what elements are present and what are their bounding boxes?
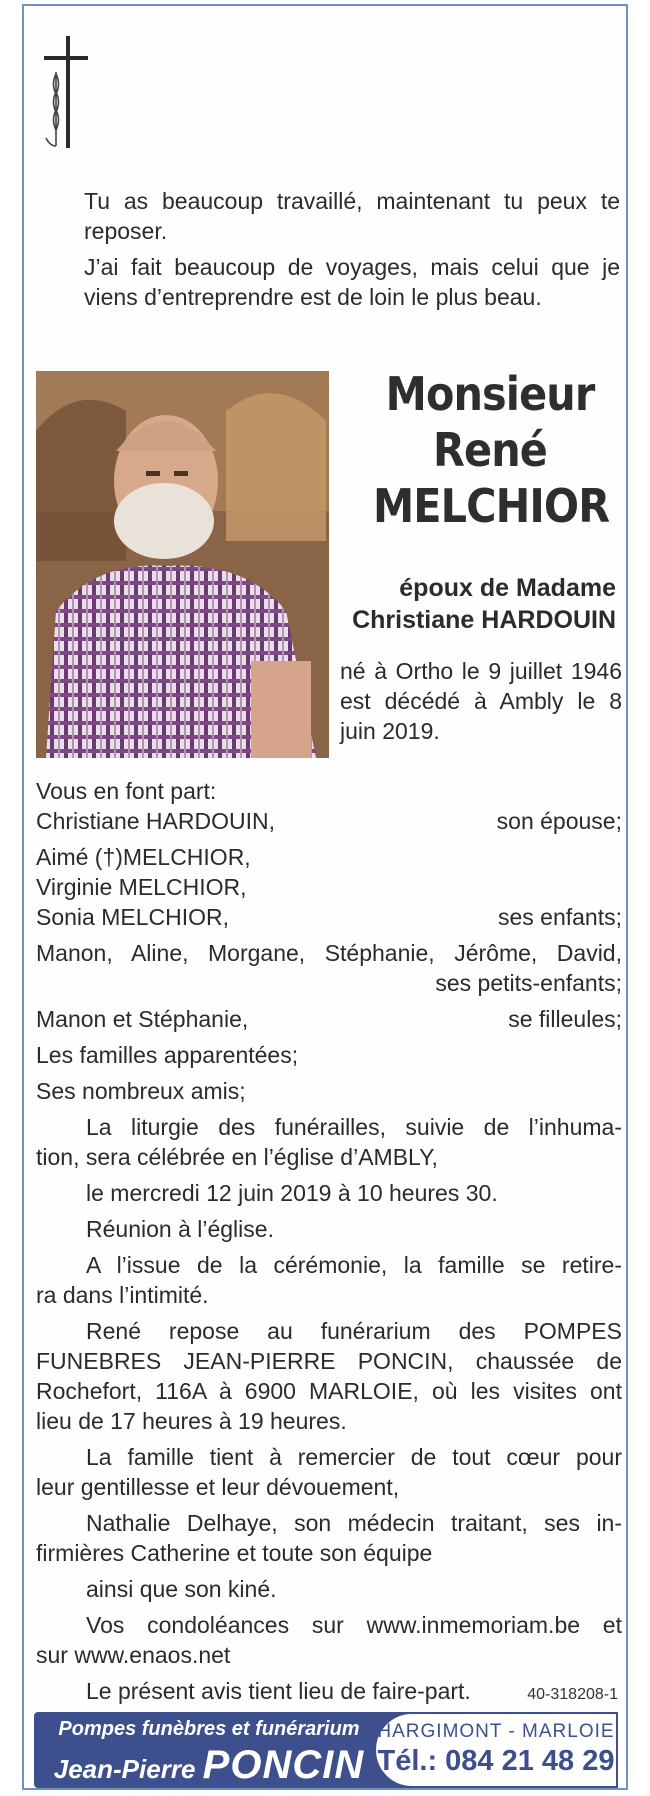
wife-row bbox=[36, 806, 622, 836]
verse-line-2: J’ai fait beaucoup de voyages, mais celui que je viens d’entreprendre est de loin le plus beau. bbox=[84, 254, 620, 310]
portrait-illustration bbox=[36, 371, 329, 758]
liturgy-line-1: La liturgie des funérailles, suivie de l’inhuma- bbox=[86, 1114, 622, 1140]
verse-line-1: Tu as beaucoup travaillé, maintenant tu peux te reposer. bbox=[84, 188, 620, 244]
godchildren: Manon et Stéphanie, bbox=[36, 1006, 249, 1032]
after-line-2: ra dans l’intimité. bbox=[36, 1282, 209, 1308]
wife-role: son épouse; bbox=[496, 808, 622, 834]
last-name: MELCHIOR bbox=[373, 479, 610, 533]
honorific: Monsieur bbox=[385, 367, 595, 421]
banner-name bbox=[34, 1743, 384, 1788]
meeting: Réunion à l’église. bbox=[86, 1216, 274, 1242]
thanks-line-1: La famille tient à remercier de tout cœur pour bbox=[86, 1444, 622, 1470]
deceased-name bbox=[360, 366, 620, 534]
condolences-line-1: Vos condoléances sur www.inmemoriam.be et bbox=[86, 1612, 622, 1638]
banner-left bbox=[34, 1712, 384, 1788]
portrait-photo bbox=[36, 371, 329, 758]
wife-name: Christiane HARDOUIN, bbox=[36, 808, 275, 834]
after-line-1: A l’issue de la cérémonie, la famille se retire- bbox=[86, 1252, 622, 1278]
condolences-line-2: sur www.enaos.net bbox=[36, 1642, 231, 1668]
child-2: Virginie MELCHIOR, bbox=[36, 874, 247, 900]
liturgy-line-2: tion, sera célébrée en l’église d’AMBLY, bbox=[36, 1144, 438, 1170]
reference-number: 40-318208-1 bbox=[527, 1686, 618, 1703]
ceremony-date: le mercredi 12 juin 2019 à 10 heures 30. bbox=[86, 1180, 498, 1206]
banner-right bbox=[374, 1712, 618, 1788]
doctor-line-1: Nathalie Delhaye, son médecin traitant, ses in- bbox=[86, 1510, 622, 1536]
children-row bbox=[36, 902, 622, 932]
birth-death-text: né à Ortho le 9 juillet 1946 est décédé à Ambly le 8 juin 2019. bbox=[340, 658, 622, 744]
grandchildren: Manon, Aline, Morgane, Stéphanie, Jérôme, David, bbox=[36, 940, 622, 966]
funeral-home-banner bbox=[34, 1712, 618, 1788]
intro: Vous en font part: bbox=[36, 778, 217, 804]
cross-with-wheat-icon bbox=[40, 34, 90, 150]
thanks-line-2: leur gentillesse et leur dévouement, bbox=[36, 1474, 400, 1500]
relatives: Les familles apparentées; bbox=[36, 1042, 299, 1068]
notice-body bbox=[36, 776, 622, 1706]
kine: ainsi que son kiné. bbox=[86, 1576, 277, 1602]
rest-line-3: Rochefort, 116A à 6900 MARLOIE, où les visites ont bbox=[36, 1378, 622, 1404]
banner-tagline: Pompes funèbres et funérarium bbox=[58, 1718, 360, 1740]
banner-phone: Tél.: 084 21 48 29 bbox=[377, 1745, 615, 1777]
godchildren-row bbox=[36, 1004, 622, 1034]
godchildren-role: se filleules; bbox=[508, 1006, 622, 1032]
banner-name-last: PONCIN bbox=[202, 1743, 365, 1787]
doctor-line-2: firmières Catherine et toute son équipe bbox=[36, 1540, 433, 1566]
children-role: ses enfants; bbox=[497, 904, 622, 930]
banner-location: HARGIMONT - MARLOIE bbox=[377, 1721, 615, 1742]
friends: Ses nombreux amis; bbox=[36, 1078, 246, 1104]
rest-line-2: FUNEBRES JEAN-PIERRE PONCIN, chaussée de bbox=[36, 1348, 622, 1374]
spouse-line-1: époux de Madame bbox=[399, 574, 616, 602]
grandchildren-role: ses petits-enfants; bbox=[435, 970, 622, 996]
spouse-line-2: Christiane HARDOUIN bbox=[352, 606, 616, 634]
rest-line-4: lieu de 17 heures à 19 heures. bbox=[36, 1408, 347, 1434]
child-3: Sonia MELCHIOR, bbox=[36, 904, 230, 930]
child-1: Aimé (†)MELCHIOR, bbox=[36, 844, 251, 870]
spouse-block bbox=[336, 572, 616, 636]
banner-name-first: Jean-Pierre bbox=[53, 1754, 196, 1784]
final-note: Le présent avis tient lieu de faire-part. bbox=[86, 1678, 471, 1704]
first-name: René bbox=[433, 423, 547, 477]
rest-line-1: René repose au funérarium des POMPES bbox=[86, 1318, 622, 1344]
